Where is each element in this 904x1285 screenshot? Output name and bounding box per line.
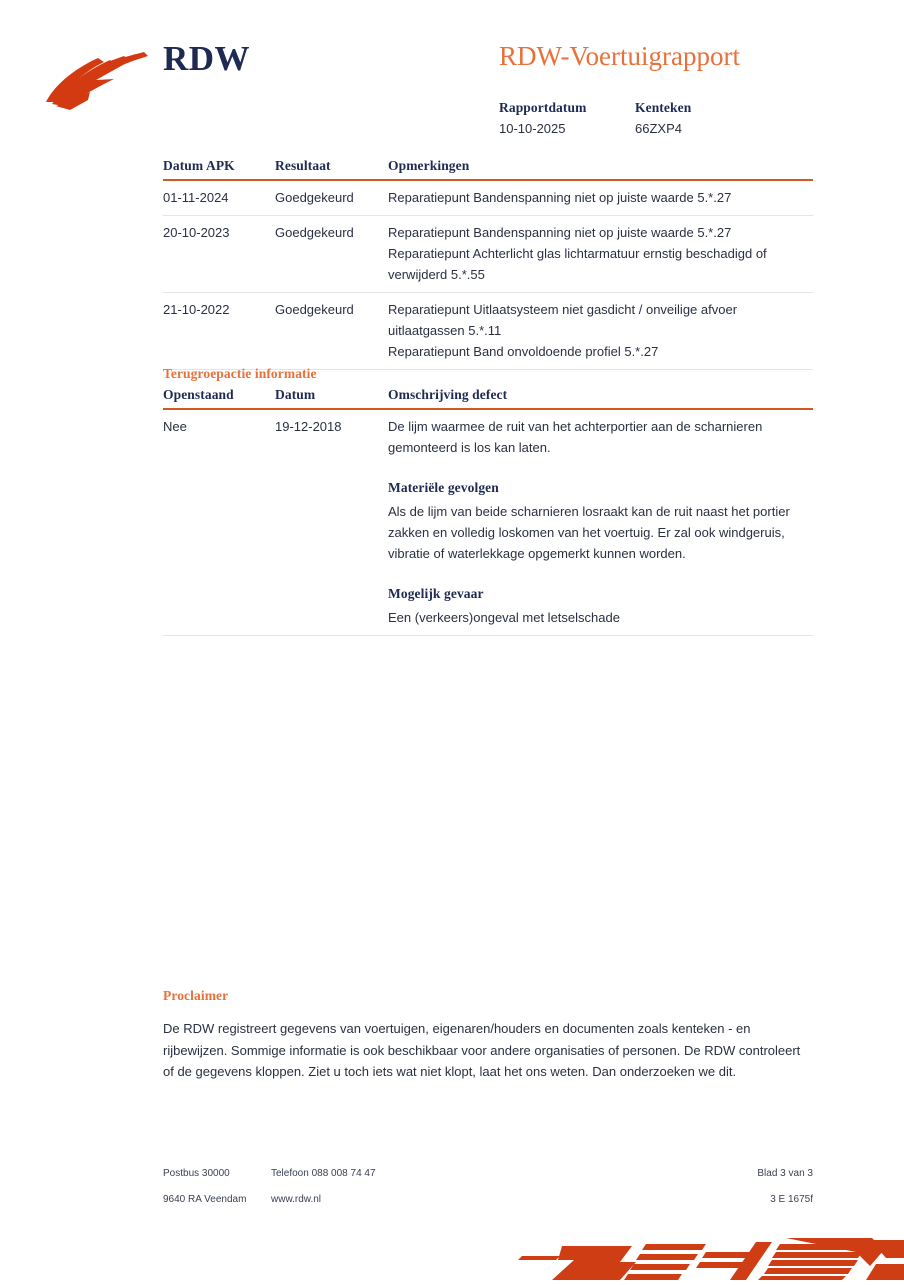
table-row [163, 180, 813, 216]
apk-row-opmerkingen [388, 180, 813, 216]
apk-row-opmerkingen [388, 216, 813, 293]
apk-row-resultaat: Goedgekeurd [275, 216, 388, 293]
apk-note: Reparatiepunt Uitlaatsysteem niet gasdicht / onveilige afvoer uitlaatgassen 5.*.11 [388, 302, 738, 339]
apk-note: Reparatiepunt Achterlicht glas lichtarmatuur ernstig beschadigd of verwijderd 5.*.55 [388, 246, 767, 283]
recall-subsection-title: Materiële gevolgen [388, 480, 499, 496]
report-meta-item-rapportdatum [499, 98, 635, 140]
apk-note: Reparatiepunt Band onvoldoende profiel 5.*.27 [388, 344, 659, 360]
recall-subsection-body: Als de lijm van beide scharnieren losraakt kan de ruit naast het portier zakken en volledig loskomen van het voertuig. Er zal ook windgeruis, vibratie of waterlekkage opgemerkt kunnen worden. [388, 503, 790, 562]
rdw-feather-logo-icon [44, 52, 162, 114]
kenteken-label: Kenteken [635, 100, 692, 115]
apk-note: Reparatiepunt Bandenspanning niet op juiste waarde 5.*.27 [388, 190, 732, 205]
recall-subsection-body: Een (verkeers)ongeval met letselschade [388, 609, 620, 625]
footer-form-code: 3 E 1675f [770, 1194, 813, 1205]
apk-row-datum: 21-10-2022 [163, 293, 275, 370]
table-row [163, 293, 813, 370]
footer-row [163, 1194, 813, 1220]
rapportdatum-value: 10-10-2025 [499, 121, 566, 137]
apk-row-opmerkingen [388, 293, 813, 370]
proclaimer-body: De RDW registreert gegevens van voertuigen, eigenaren/houders en documenten zoals kenteken - en rijbewijzen. Sommige informatie is ook beschikbaar voor andere organisaties of personen. De RDW controleert of de gegevens kloppen. Ziet u toch iets wat niet klopt, laat het ons weten. Dan onderzoeken we dit. [163, 1021, 801, 1080]
recall-omschrijving-cell [388, 409, 813, 636]
table-row [163, 409, 813, 636]
document-footer [163, 1168, 813, 1220]
report-meta [499, 98, 859, 140]
apk-col-opmerkingen: Opmerkingen [388, 158, 813, 180]
apk-col-resultaat: Resultaat [275, 158, 388, 180]
apk-col-datum: Datum APK [163, 158, 275, 180]
apk-note: Reparatiepunt Bandenspanning niet op juiste waarde 5.*.27 [388, 225, 732, 241]
table-row [163, 216, 813, 293]
recall-col-openstaand: Openstaand [163, 387, 275, 409]
footer-website[interactable]: www.rdw.nl [271, 1194, 322, 1205]
recall-subsection-title: Mogelijk gevaar [388, 586, 484, 602]
recall-table [163, 387, 813, 636]
recall-subsection-materiele-gevolgen [388, 477, 805, 564]
rapportdatum-label: Rapportdatum [499, 100, 587, 115]
recall-omschrijving-text: De lijm waarmee de ruit van het achterportier aan de scharnieren gemonteerd is los kan laten. [388, 419, 763, 456]
kenteken-value: 66ZXP4 [635, 121, 682, 137]
recall-openstaand: Nee [163, 409, 275, 636]
recall-table-header-row [163, 387, 813, 409]
apk-table-header-row [163, 158, 813, 180]
recall-col-omschrijving: Omschrijving defect [388, 387, 813, 409]
footer-postbus: Postbus 30000 [163, 1168, 230, 1179]
report-meta-item-kenteken [635, 98, 771, 140]
apk-row-datum: 20-10-2023 [163, 216, 275, 293]
apk-section [163, 158, 813, 370]
rdw-wordmark: RDW [163, 39, 251, 78]
footer-row [163, 1168, 813, 1194]
speed-stripes-graphic-icon [500, 1228, 904, 1280]
footer-city: 9640 RA Veendam [163, 1194, 247, 1205]
report-meta-labels [499, 98, 859, 140]
proclaimer-heading: Proclaimer [163, 988, 229, 1003]
apk-row-resultaat: Goedgekeurd [275, 180, 388, 216]
recall-datum: 19-12-2018 [275, 409, 388, 636]
document-header [0, 0, 904, 150]
apk-row-resultaat: Goedgekeurd [275, 293, 388, 370]
proclaimer-section [163, 988, 813, 1083]
recall-section [163, 366, 813, 636]
apk-table [163, 158, 813, 370]
footer-page-number: Blad 3 van 3 [757, 1168, 813, 1179]
recall-section-heading: Terugroepactie informatie [163, 366, 317, 381]
apk-row-datum: 01-11-2024 [163, 180, 275, 216]
footer-telefoon: Telefoon 088 008 74 47 [271, 1168, 376, 1179]
recall-subsection-mogelijk-gevaar [388, 583, 805, 628]
recall-col-datum: Datum [275, 387, 388, 409]
page-title: RDW-Voertuigrapport [499, 41, 740, 71]
